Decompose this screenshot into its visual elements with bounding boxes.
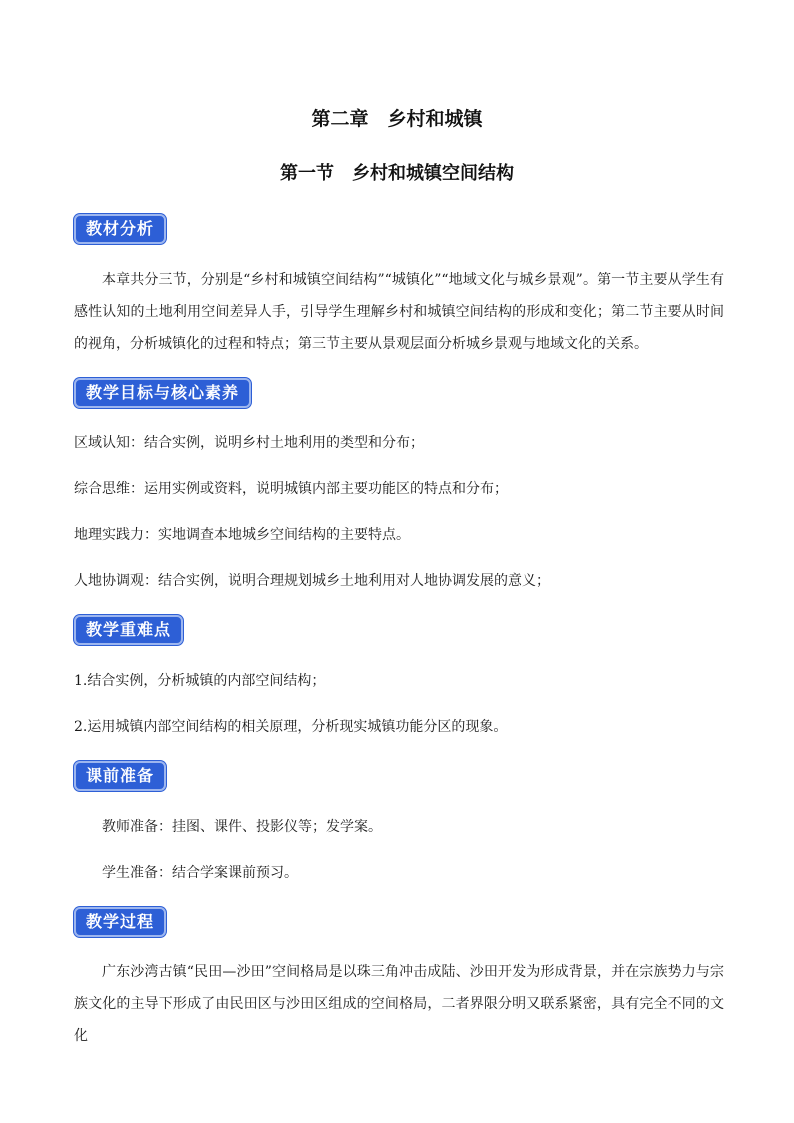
prep-item: 学生准备：结合学案课前预习。 xyxy=(102,865,298,881)
goals-badge: 教学目标与核心素养 xyxy=(74,378,251,408)
goal-item: 区域认知：结合实例，说明乡村土地利用的类型和分布； xyxy=(74,435,424,451)
process-badge: 教学过程 xyxy=(74,907,166,937)
keypoint-item: 1.结合实例，分析城镇的内部空间结构； xyxy=(74,673,326,689)
keypoint-item: 2.运用城镇内部空间结构的相关原理，分析现实城镇功能分区的现象。 xyxy=(74,719,508,735)
process-text: 广东沙湾古镇“民田—沙田”空间格局是以珠三角冲击成陆、沙田开发为形成背景，并在宗族势力与宗族文化的主导下形成了由民田区与沙田区组成的空间格局，二者界限分明又联系紧密，具有完全不同的文化 xyxy=(74,964,724,1044)
chapter-title: 第二章 乡村和城镇 xyxy=(311,108,483,130)
section-title: 第一节 乡村和城镇空间结构 xyxy=(280,163,514,184)
material-analysis-badge: 教材分析 xyxy=(74,214,166,244)
prep-item: 教师准备：挂图、课件、投影仪等；发学案。 xyxy=(102,819,382,835)
keypoints-badge: 教学重难点 xyxy=(74,615,183,645)
prep-badge: 课前准备 xyxy=(74,761,166,791)
goal-item: 地理实践力：实地调查本地城乡空间结构的主要特点。 xyxy=(74,527,410,543)
material-analysis-text: 本章共分三节，分别是“乡村和城镇空间结构”“城镇化”“地域文化与城乡景观”。第一节主要从学生有感性认知的土地利用空间差异人手，引导学生理解乡村和城镇空间结构的形成和变化；第二节主要从时间的视角，分析城镇化的过程和特点；第三节主要从景观层面分析城乡景观与地域文化的关系。 xyxy=(74,272,724,352)
goal-item: 人地协调观：结合实例，说明合理规划城乡土地利用对人地协调发展的意义； xyxy=(74,573,550,589)
goal-item: 综合思维：运用实例或资料，说明城镇内部主要功能区的特点和分布； xyxy=(74,481,508,497)
